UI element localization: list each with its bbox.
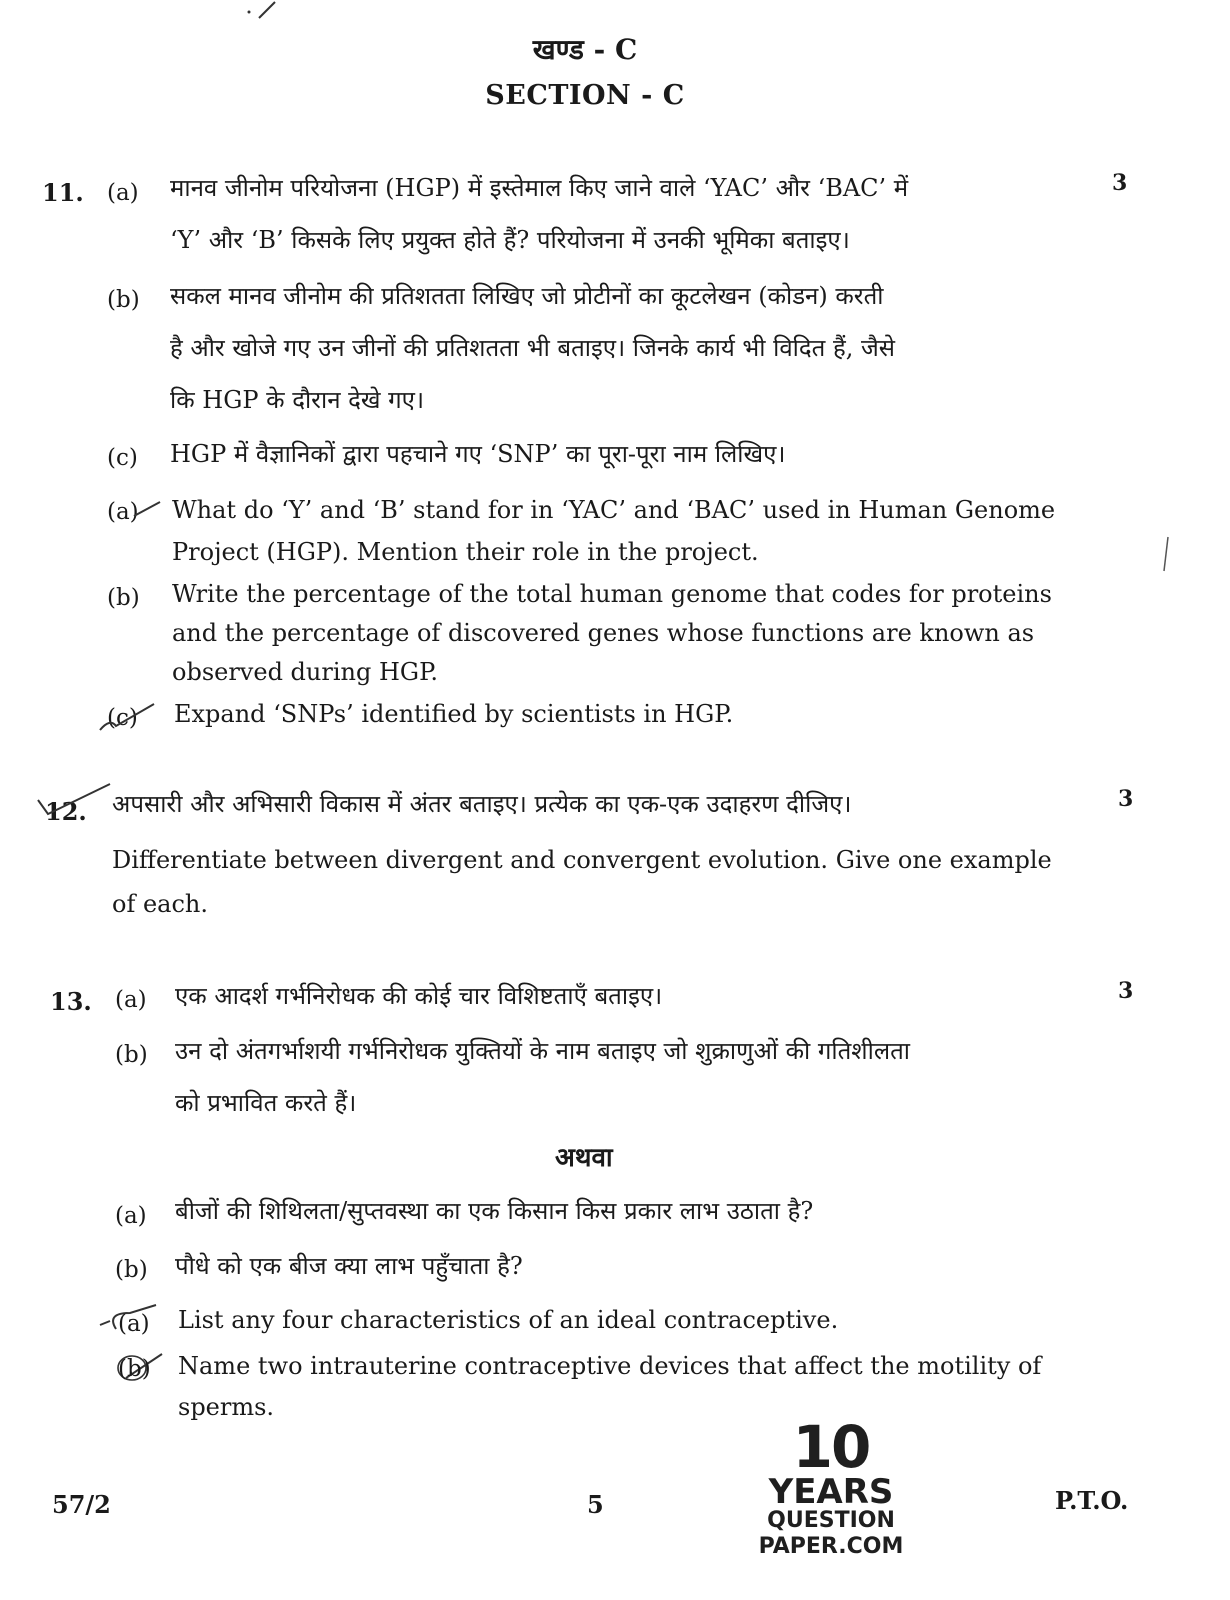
section-title-hindi: खण्ड - C: [532, 33, 638, 66]
english-line: observed during HGP.: [172, 658, 438, 686]
english-line: Name two intrauterine contraceptive devices that affect the motility of: [178, 1352, 1042, 1380]
hindi-line: है और खोजे गए उन जीनों की प्रतिशतता भी बताइए। जिनके कार्य भी विदित हैं, जैसे: [170, 334, 895, 362]
english-line: Expand ‘SNPs’ identified by scientists in HGP.: [174, 700, 734, 728]
part-label: (a): [107, 499, 139, 525]
pto-label: P.T.O.: [1055, 1486, 1129, 1515]
question-marks: 3: [1118, 978, 1134, 1004]
page-number: 5: [587, 1490, 604, 1519]
part-label: (b): [107, 287, 140, 313]
tick-mark: [132, 500, 162, 520]
english-line: List any four characteristics of an ideal contraceptive.: [178, 1306, 839, 1334]
part-label: (b): [107, 585, 140, 611]
hindi-line: पौधे को एक बीज क्या लाभ पहुँचाता है?: [175, 1252, 523, 1280]
tick-mark: [34, 780, 114, 820]
tick-mark: [96, 700, 156, 734]
question-number: 11.: [42, 178, 84, 207]
margin-mark: [1160, 535, 1172, 575]
site-logo: [700, 1413, 962, 1559]
part-label: (b): [118, 1356, 151, 1382]
hindi-line: मानव जीनोम परियोजना (HGP) में इस्तेमाल किए जाने वाले ‘YAC’ और ‘BAC’ में: [170, 174, 909, 202]
part-label: (b): [115, 1042, 148, 1068]
part-label: (a): [107, 180, 139, 206]
hindi-line: अपसारी और अभिसारी विकास में अंतर बताइए। प्रत्येक का एक-एक उदाहरण दीजिए।: [112, 790, 852, 818]
pen-mark: [235, 0, 285, 22]
part-label: (a): [118, 1311, 150, 1337]
or-separator: अथवा: [555, 1143, 613, 1173]
question-number: 13.: [50, 987, 92, 1016]
part-label: (b): [115, 1257, 148, 1283]
question-number: 12.: [45, 797, 87, 826]
hindi-line: HGP में वैज्ञानिकों द्वारा पहचाने गए ‘SNP’ का पूरा-पूरा नाम लिखिए।: [170, 440, 786, 468]
english-line: of each.: [112, 890, 208, 918]
hindi-line: ‘Y’ और ‘B’ किसके लिए प्रयुक्त होते हैं? परियोजना में उनकी भूमिका बताइए।: [170, 226, 850, 254]
english-line: and the percentage of discovered genes whose functions are known as: [172, 619, 1035, 647]
logo-years: YEARS: [768, 1472, 894, 1512]
hindi-line: कि HGP के दौरान देखे गए।: [170, 386, 425, 414]
part-label: (a): [115, 1203, 147, 1229]
english-line: sperms.: [178, 1393, 275, 1421]
part-label: (a): [115, 987, 147, 1013]
english-line: Differentiate between divergent and convergent evolution. Give one example: [112, 846, 1052, 874]
question-marks: 3: [1112, 170, 1128, 196]
hindi-line: सकल मानव जीनोम की प्रतिशतता लिखिए जो प्रोटीनों का कूटलेखन (कोडन) करती: [170, 282, 884, 310]
part-label: (c): [107, 445, 138, 471]
section-title-english: SECTION - C: [485, 80, 685, 111]
paper-code: 57/2: [52, 1490, 111, 1519]
logo-site: QUESTION PAPER.COM: [758, 1508, 904, 1559]
english-line: Write the percentage of the total human genome that codes for proteins: [172, 580, 1052, 608]
hindi-line: एक आदर्श गर्भनिरोधक की कोई चार विशिष्टताएँ बताइए।: [175, 982, 663, 1010]
question-marks: 3: [1118, 786, 1134, 812]
hindi-line: बीजों की शिथिलता/सुप्तवस्था का एक किसान किस प्रकार लाभ उठाता है?: [175, 1197, 814, 1225]
hindi-line: उन दो अंतगर्भाशयी गर्भनिरोधक युक्तियों के नाम बताइए जो शुक्राणुओं की गतिशीलता: [175, 1037, 910, 1065]
part-label: (c): [107, 705, 138, 731]
english-line: Project (HGP). Mention their role in the project.: [172, 538, 759, 566]
english-line: What do ‘Y’ and ‘B’ stand for in ‘YAC’ and ‘BAC’ used in Human Genome: [172, 496, 1056, 524]
hindi-line: को प्रभावित करते हैं।: [175, 1089, 357, 1117]
logo-number: 10: [792, 1413, 870, 1481]
